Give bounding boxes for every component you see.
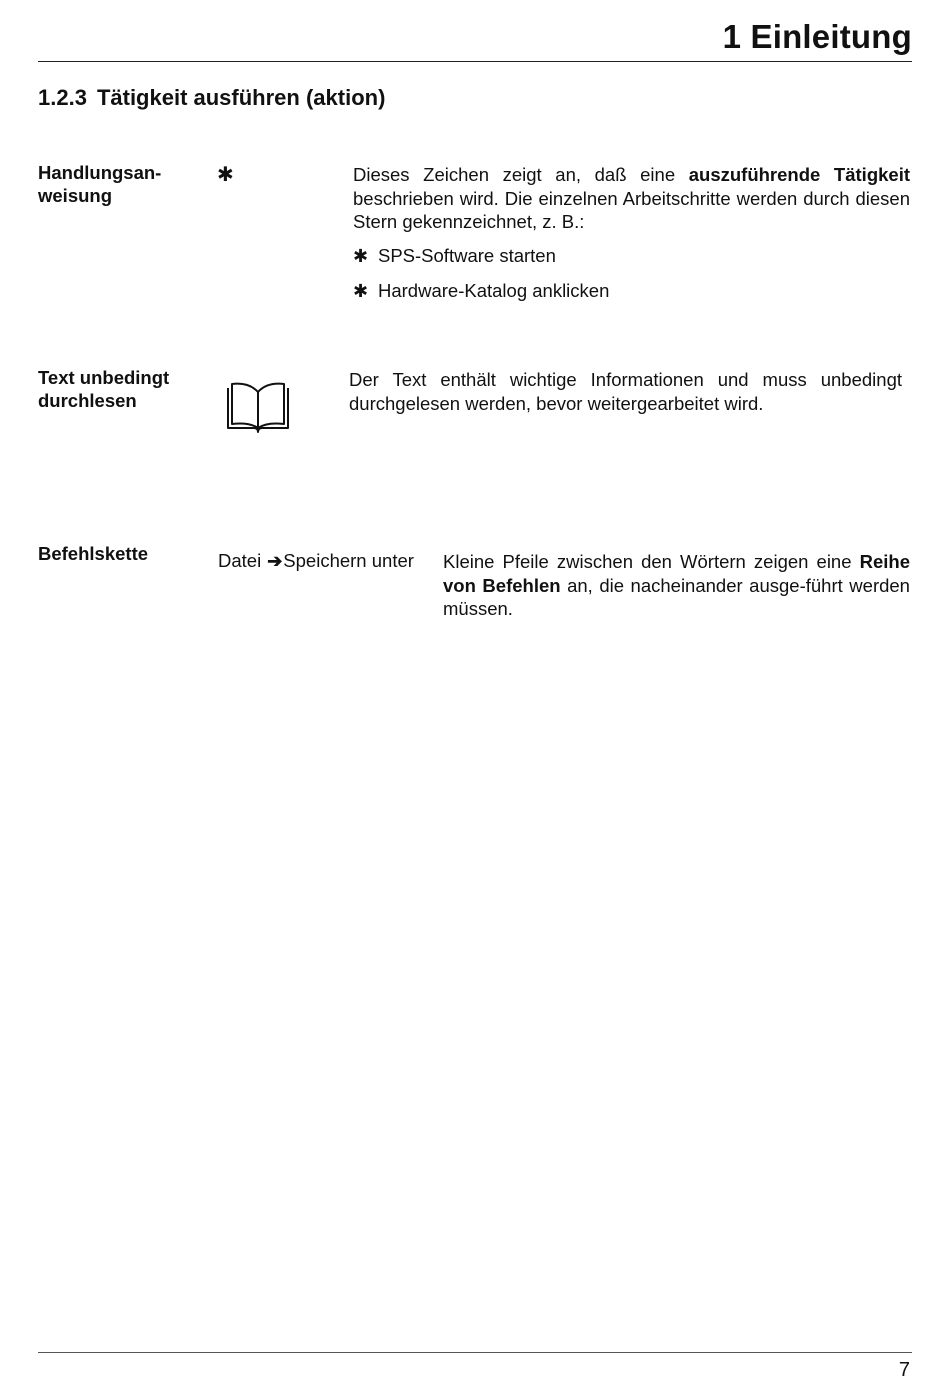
footer-rule xyxy=(38,1352,912,1353)
text-segment: Dieses Zeichen zeigt an, daß eine xyxy=(353,164,689,185)
row-label-action xyxy=(38,161,161,207)
star-bullet-icon: ✱ xyxy=(353,246,369,266)
command-second: Speichern unter xyxy=(283,550,414,571)
label-line: weisung xyxy=(38,185,113,206)
star-symbol: ✱ xyxy=(217,164,234,186)
label-line: durchlesen xyxy=(38,390,137,411)
text-segment: an, die nacheinander ausge-führt werden müssen. xyxy=(443,574,910,619)
section-number: 1.2.3 xyxy=(38,85,87,110)
read-description: Der Text enthält wichtige Informationen und muss unbedingt durchgelesen werden, bevor weitergearbeitet wird. xyxy=(349,369,902,414)
list-item xyxy=(353,245,556,267)
label-line: Handlungsan- xyxy=(38,162,162,183)
bold-segment: auszuführende Tätigkeit xyxy=(688,164,910,185)
page-number: 7 xyxy=(898,1359,910,1381)
section-heading xyxy=(38,85,385,111)
list-item-text: Hardware-Katalog anklicken xyxy=(378,280,610,301)
arrow-right-icon: ➔ xyxy=(267,551,283,571)
list-item-text: SPS-Software starten xyxy=(378,245,556,266)
action-description xyxy=(353,163,910,234)
label-line: Text unbedingt xyxy=(38,367,170,388)
star-bullet-icon: ✱ xyxy=(353,281,369,301)
bold-segment: Reihe von Befehlen xyxy=(443,551,910,596)
command-first: Datei xyxy=(218,550,262,571)
chain-description xyxy=(443,550,910,621)
section-title: Tätigkeit ausführen (aktion) xyxy=(96,85,386,110)
text-segment: Kleine Pfeile zwischen den Wörtern zeigen eine xyxy=(443,551,860,572)
list-item xyxy=(353,280,609,302)
command-chain-example xyxy=(218,550,414,572)
chapter-title: 1 Einleitung xyxy=(722,18,912,55)
open-book-icon xyxy=(224,380,292,434)
text-segment: beschrieben wird. Die einzelnen Arbeitschritte werden durch diesen Stern gekennzeichnet, z. B.: xyxy=(353,187,910,232)
row-label-read xyxy=(38,366,169,412)
row-label-chain: Befehlskette xyxy=(38,543,149,564)
header-rule xyxy=(38,61,912,62)
